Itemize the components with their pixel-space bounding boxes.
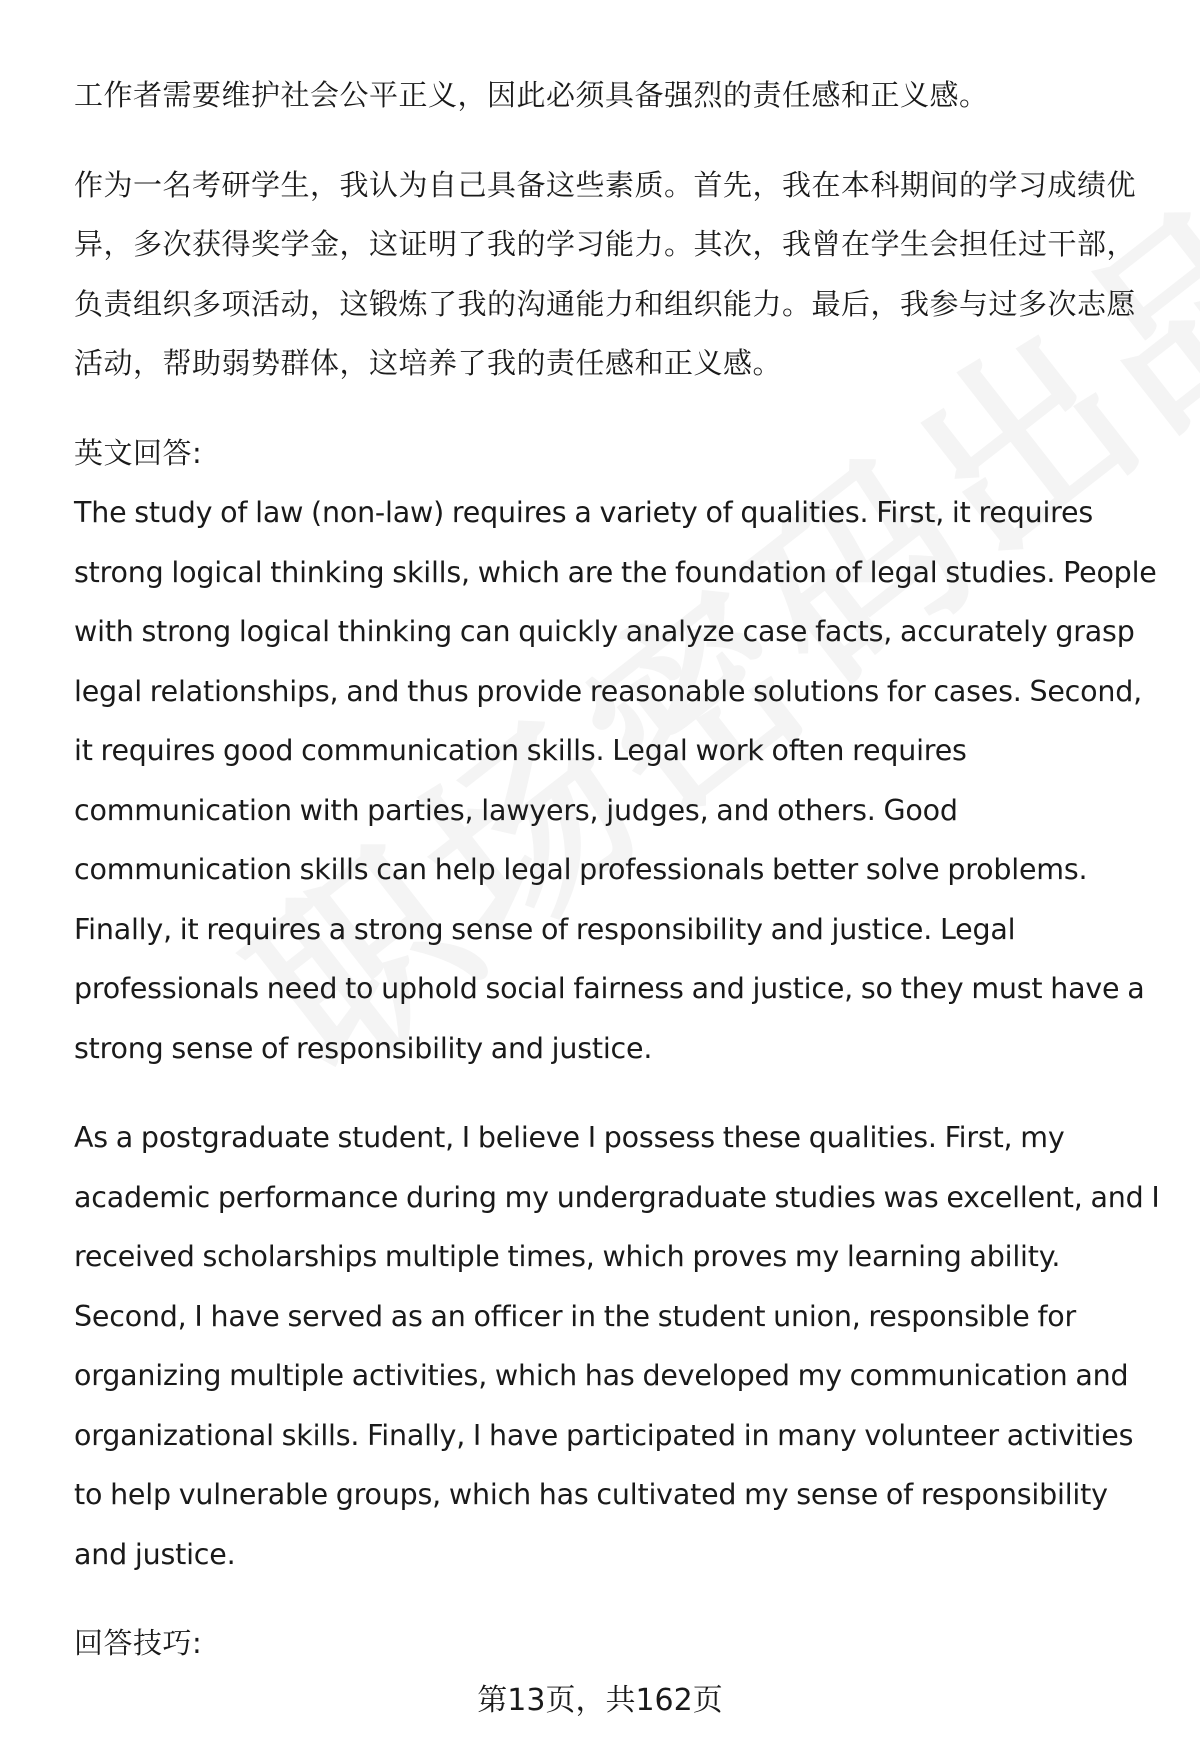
paragraph-cn-1: 工作者需要维护社会公平正义，因此必须具备强烈的责任感和正义感。: [74, 78, 989, 112]
answer-tips-heading: 回答技巧:: [74, 1626, 203, 1660]
document-body: [74, 66, 1164, 1674]
english-answer-heading: 英文回答:: [74, 435, 203, 470]
paragraph-cn-2: 作为一名考研学生，我认为自己具备这些素质。首先，我在本科期间的学习成绩优异，多次获得奖学金，这证明了我的学习能力。其次，我曾在学生会担任过干部，负责组织多项活动，这锻炼了我的沟通能力和组织能力。最后，我参与过多次志愿活动，帮助弱势群体，这培养了我的责任感和正义感。: [74, 167, 1137, 380]
paragraph-en-2: As a postgraduate student, I believe I possess these qualities. First, my academic performance during my undergraduate studies was excellent, and I received scholarships multiple times, which proves my learning ability. Second, I have served as an officer in the student union, responsible for organizing multiple activities, which has developed my communication and organizational skills. Finally, I have participated in many volunteer activities to help vulnerable groups, which has cultivated my sense of responsibility and justice.: [74, 1121, 1160, 1571]
page-number-footer: 第13页，共162页: [477, 1683, 723, 1718]
paragraph-en-1: The study of law (non-law) requires a variety of qualities. First, it requires strong logical thinking skills, which are the foundation of legal studies. People with strong logical thinking can quickly analyze case facts, accurately grasp legal relationships, and thus provide reasonable solutions for cases. Second, it requires good communication skills. Legal work often requires communication with parties, lawyers, judges, and others. Good communication skills can help legal professionals better solve problems. Finally, it requires a strong sense of responsibility and justice. Legal professionals need to uphold social fairness and justice, so they must have a strong sense of responsibility and justice.: [74, 496, 1157, 1065]
